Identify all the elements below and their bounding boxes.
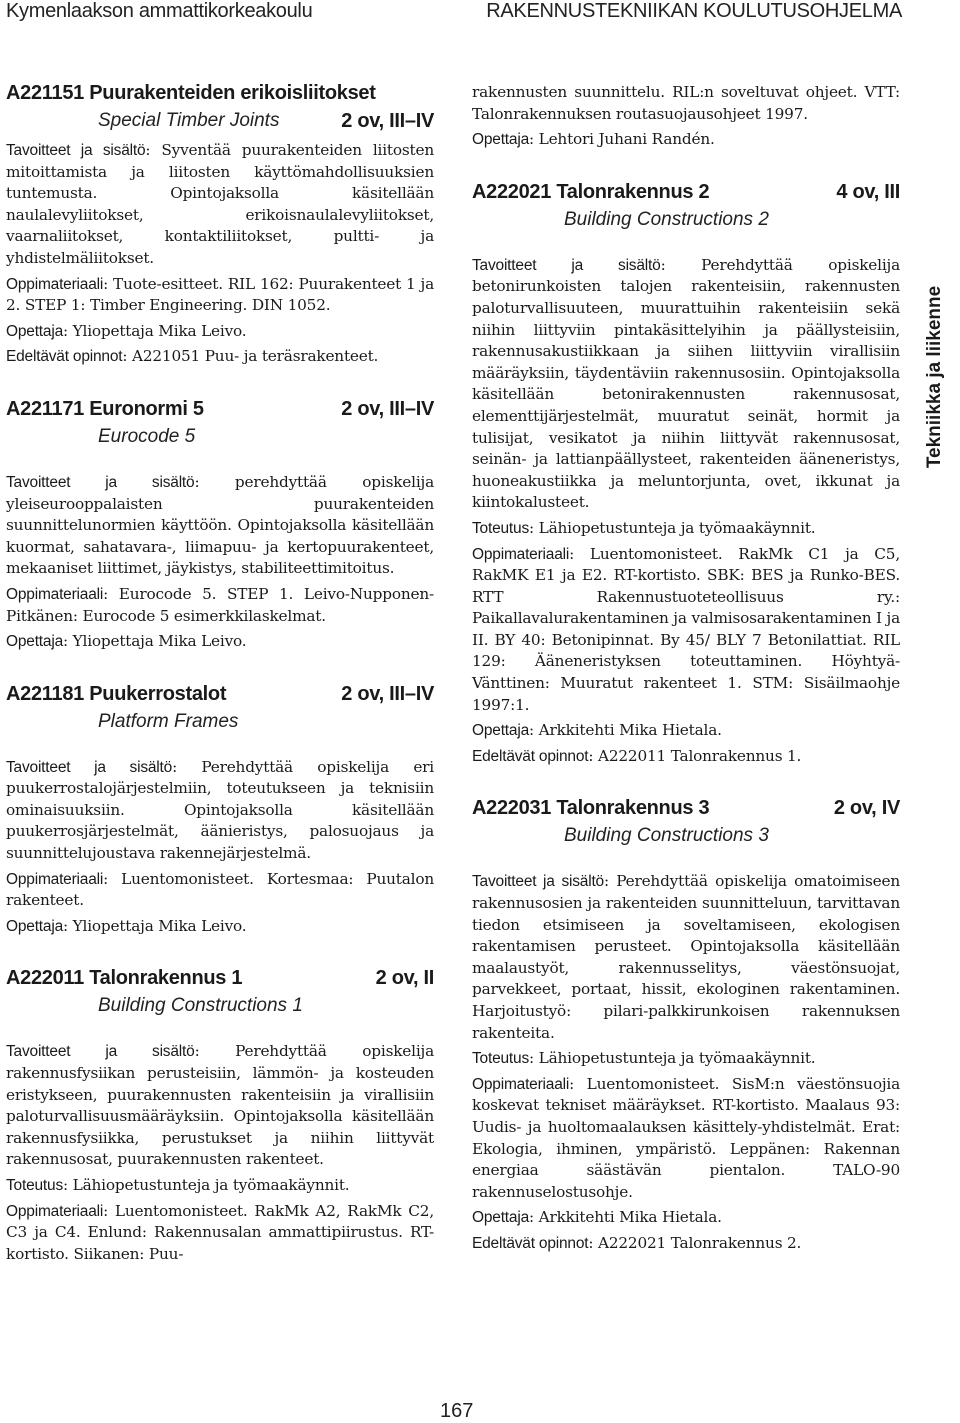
course-english-title: Building Constructions 2: [564, 208, 769, 230]
course-teacher: [472, 720, 900, 742]
materials-label: Oppimateriaali: [6, 1202, 104, 1220]
course-implementation: [472, 518, 900, 540]
goals-label: Tavoitteet ja sisältö: [6, 758, 173, 776]
teacher-label: Opettaja: [6, 917, 63, 935]
course-a222011: [6, 967, 434, 1265]
teacher-text: : Arkkitehti Mika Hietala.: [529, 721, 722, 740]
course-heading: [6, 683, 434, 711]
course-english-title: Building Constructions 1: [98, 995, 303, 1017]
goals-label: Tavoitteet ja sisältö: [6, 142, 146, 159]
course-subheading: [6, 426, 434, 456]
course-teacher: [6, 916, 434, 938]
materials-text: : Eurocode 5. STEP 1. Leivo-Nupponen-Pitkänen: Eurocode 5 esimerkkilaskelmat.: [6, 584, 434, 625]
teacher-text: : Yliopettaja Mika Leivo.: [63, 321, 247, 340]
teacher-label: Opettaja: [472, 131, 529, 149]
course-goals: [6, 757, 434, 865]
course-credits: 2 ov, III–IV: [341, 110, 434, 132]
course-title: A221171 Euronormi 5: [6, 397, 204, 420]
continued-teacher: [472, 129, 900, 151]
materials-text: : Luentomonisteet. Kortesmaa: Puutalon rakenteet.: [6, 869, 434, 910]
course-goals: [6, 1041, 434, 1171]
prereq-label: Edeltävät opinnot: [472, 747, 589, 765]
course-heading: [6, 967, 434, 995]
goals-text: : Perehdyttää opiskelija omatoimiseen rakennusosien ja rakenteiden suunnitteluun, tarvittavan tiedon etsimiseen ja soveltamiseen, ekologisen rakentamisen perusteet. Opintojaksolla käsitellään maalaustyöt, rakennusselitys, väestönsuojat, parvekkeet, portaat, hissit, ekologinen rakentaminen. Harjoitustyö: pilari-palkkirunkoisen rakennuksen rakenteita.: [472, 872, 900, 1042]
prereq-text: : A222021 Talonrakennus 2.: [588, 1233, 802, 1252]
course-title: A222011 Talonrakennus 1: [6, 967, 243, 990]
institution-name: Kymenlaakson ammattikorkeakoulu: [6, 0, 313, 22]
course-a221181: [6, 683, 434, 938]
course-heading: [6, 398, 434, 426]
goals-label: Tavoitteet ja sisältö: [6, 473, 195, 491]
prereq-label: Edeltävät opinnot: [472, 1234, 589, 1252]
page-header: [0, 0, 960, 30]
teacher-label: Opettaja: [6, 633, 63, 651]
course-credits: 4 ov, III: [836, 180, 900, 203]
right-column: [472, 82, 900, 1255]
side-section-tab: [910, 268, 960, 486]
course-teacher: [472, 1207, 900, 1229]
program-name: RAKENNUSTEKNIIKAN KOULUTUSOHJELMA: [486, 0, 902, 22]
course-heading: [472, 797, 900, 825]
course-a222031: [472, 797, 900, 1254]
teacher-label: Opettaja: [472, 722, 529, 740]
course-subheading: [6, 995, 434, 1025]
course-title: A221151 Puurakenteiden erikoisliitokset: [6, 82, 376, 104]
goals-text: : Perehdyttää opiskelija betonirunkoisten talojen rakenteisiin, rakennusten paloturvallisuuteen, muurattuihin rakenteisiin sekä niihin liittyviin pintakäsittelyihin ja päällysteisiin, rakennusakustiikkaan ja siihen liittyviin virallisiin määräyksiin, täydentäviin rakennusosiin. Opintojaksolla käsitellään betonirakennusten rakennusosat, elementtijärjestelmät, muuratut seinät, hormit ja tulisijat, vesikatot ja niihin liittyvät rakennusosat, seinän- ja lattianpäällysteet, rakenteiden ääneneristys, huoneakustiikka ja meluntorjunta, ovet, ikkunat ja kiintokalusteet.: [472, 255, 900, 512]
materials-label: Oppimateriaali: [472, 1075, 570, 1093]
course-materials: [472, 544, 900, 717]
course-subheading: [472, 209, 900, 239]
materials-label: Oppimateriaali: [6, 275, 104, 293]
implementation-text: : Lähiopetustunteja ja työmaakäynnit.: [63, 1176, 350, 1194]
course-teacher: [6, 631, 434, 653]
course-title: A221181 Puukerrostalot: [6, 682, 227, 705]
course-materials: [472, 1074, 900, 1204]
materials-label: Oppimateriaali: [6, 585, 104, 603]
implementation-label: Toteutus: [472, 519, 529, 537]
materials-label: Oppimateriaali: [472, 545, 570, 563]
course-goals: [472, 871, 900, 1044]
course-goals: [6, 472, 434, 580]
materials-label: Oppimateriaali: [6, 870, 104, 888]
course-title: A222031 Talonrakennus 3: [472, 797, 710, 820]
course-goals: [6, 140, 434, 270]
course-english-title: Special Timber Joints: [98, 110, 280, 131]
course-goals: [472, 255, 900, 514]
course-materials: [6, 274, 434, 317]
course-subheading: [6, 110, 434, 140]
teacher-label: Opettaja: [472, 1209, 529, 1227]
teacher-text: : Lehtori Juhani Randén.: [529, 130, 715, 149]
course-english-title: Platform Frames: [98, 710, 239, 732]
course-english-title: Building Constructions 3: [564, 825, 769, 847]
implementation-label: Toteutus: [472, 1050, 529, 1068]
continued-materials: rakennusten suunnittelu. RIL:n soveltuvat ohjeet. VTT: Talonrakennuksen routasuojausohjeet 1997.: [472, 83, 900, 123]
course-credits: 2 ov, III–IV: [341, 682, 434, 705]
side-section-label: Tekniikka ja liikenne: [924, 285, 945, 469]
implementation-label: Toteutus: [6, 1177, 63, 1194]
implementation-text: : Lähiopetustunteja ja työmaakäynnit.: [529, 518, 816, 537]
prereq-label: Edeltävät opinnot: [6, 348, 123, 366]
course-credits: 2 ov, III–IV: [341, 397, 434, 420]
goals-text: : Perehdyttää opiskelija eri puukerrostalojärjestelmiin, toteutukseen ja teknisiin ominaisuuksiin. Opintojaksolla käsitellään puukerrosjärjestelmät, äänieristys, palosuojaus ja suunnittelujoustava rakennejärjestelmä.: [6, 757, 434, 863]
course-a222021: [472, 181, 900, 768]
teacher-label: Opettaja: [6, 322, 63, 340]
goals-label: Tavoitteet ja sisältö: [472, 873, 604, 891]
goals-text: : perehdyttää opiskelija yleiseurooppalaisten puurakenteiden suunnittelunormien käyttöön. Opintojaksolla käsitellään kuormat, sahatavara-, liimapuu- ja kertopuurakenteet, mekaaniset liittimet, jäykistys, stabiliteettimitoitus.: [6, 472, 434, 578]
course-title: A222021 Talonrakennus 2: [472, 180, 710, 203]
goals-label: Tavoitteet ja sisältö: [6, 1043, 195, 1061]
course-implementation: [472, 1048, 900, 1070]
course-subheading: [6, 711, 434, 741]
course-english-title: Eurocode 5: [98, 425, 196, 447]
course-prereq: [6, 346, 434, 368]
prereq-text: : A222011 Talonrakennus 1.: [588, 746, 802, 765]
course-materials: [6, 1201, 434, 1266]
teacher-text: : Yliopettaja Mika Leivo.: [63, 916, 247, 935]
implementation-text: : Lähiopetustunteja ja työmaakäynnit.: [529, 1049, 816, 1068]
teacher-text: : Arkkitehti Mika Hietala.: [529, 1208, 722, 1227]
prereq-text: : A221051 Puu- ja teräsrakenteet.: [122, 347, 379, 366]
goals-text: : Syventää puurakenteiden liitosten mitoittamista ja liitosten käyttömahdollisuuksien tuntemusta. Opintojaksolla käsitellään naulalevyliitokset, erikoisnaulalevyliitokset, vaarnaliitokset, kontaktiliitokset, pultti- ja yhdistelmäliitokset.: [6, 141, 434, 267]
course-subheading: [472, 825, 900, 855]
course-credits: 2 ov, II: [375, 967, 434, 990]
materials-text: : Luentomonisteet. SisM:n väestönsuojia koskevat tekniset määräykset. RT-kortisto. Maalaus 93: Uudis- ja huoltomaalauksen käsittely-yhdistelmät. Erat: Ekologia, ihminen, ympäristö. Leppänen: Rakennan energiaa säästävän pientalon. TALO-90 rakennuselostusohje.: [472, 1074, 900, 1201]
goals-label: Tavoitteet ja sisältö: [472, 256, 661, 274]
course-a221151: [6, 82, 434, 368]
page-number: 167: [440, 1400, 474, 1422]
materials-text: : Tuote-esitteet. RIL 162: Puurakenteet 1 ja 2. STEP 1: Timber Engineering. DIN 1052.: [6, 274, 434, 315]
course-prereq: [472, 746, 900, 768]
course-a221171: [6, 398, 434, 653]
course-materials: [6, 869, 434, 912]
materials-text: : Luentomonisteet. RakMk A2, RakMk C2, C3 ja C4. Enlund: Rakennusalan ammattipiirustus. RT-kortisto. Siikanen: Puu-: [6, 1201, 434, 1263]
course-heading: [6, 82, 434, 110]
course-heading: [472, 181, 900, 209]
course-implementation: [6, 1175, 434, 1197]
materials-text: : Luentomonisteet. RakMk C1 ja C5, RakMK E1 ja E2. RT-kortisto. SBK: BES ja Runko-BES. RTT Rakennustuoteteollisuus ry.: Paikallavalurakentaminen ja valmisosarakentaminen I ja II. BY 40: Betonipinnat. By 45/ BLY 7 Betonilattiat. RIL 129: Ääneneristyksen toteuttaminen. Höyhtyä-Vänttinen: Muuratut rakenteet 1. STM: Sisäilmaohje 1997:1.: [472, 544, 900, 714]
course-credits: 2 ov, IV: [833, 797, 900, 820]
course-materials: [6, 584, 434, 627]
goals-text: : Perehdyttää opiskelija rakennusfysiikan perusteisiin, lämmön- ja kosteuden eristykseen, puurakennusten rakenteisiin ja virallisiin paloturvallisuusmääräyksiin. Opintojaksolla käsitellään rakennusfysiikka, perustukset ja niihin liittyvät rakennusosat, puurakennusten rakenteet.: [6, 1042, 434, 1169]
course-prereq: [472, 1233, 900, 1255]
teacher-text: : Yliopettaja Mika Leivo.: [63, 632, 247, 651]
course-teacher: [6, 321, 434, 343]
left-column: [6, 82, 434, 1265]
